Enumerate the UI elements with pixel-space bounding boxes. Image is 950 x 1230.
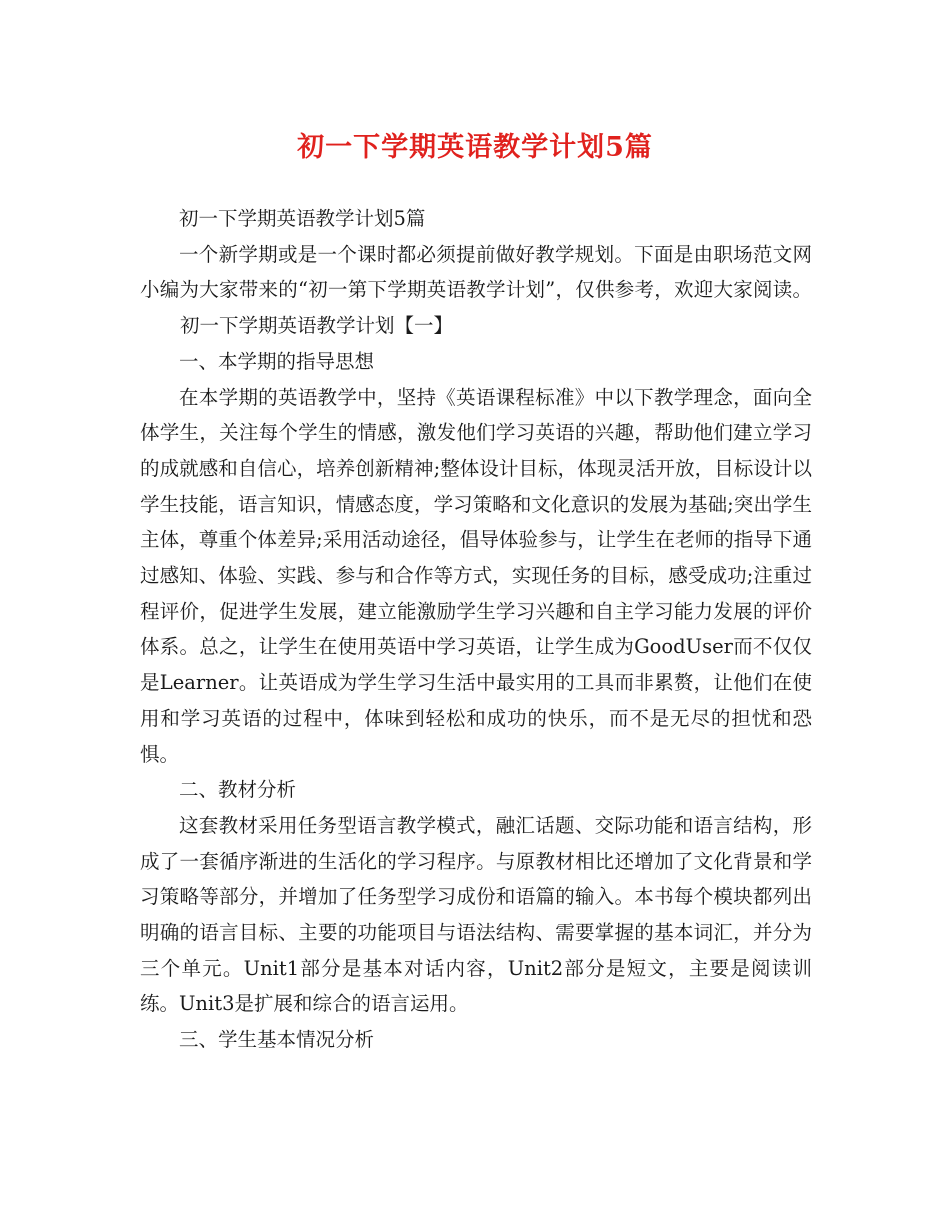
paragraph-plan-title: 初一下学期英语教学计划5篇 — [179, 207, 426, 230]
paragraph-guiding-ideology: 在本学期的英语教学中，坚持《英语课程标准》中以下教学理念，面向全体学生，关注每个学生的情感，激发他们学习英语的兴趣，帮助他们建立学习的成就感和自信心，培养创新精神;整体设计目标，体现灵活开放，目标设计以学生技能，语言知识，情感态度，学习策略和文化意识的发展为基础;突出学生主体，尊重个体差异;采用活动途径，倡导体验参与，让学生在老师的指导下通过感知、体验、实践、参与和合作等方式，实现任务的目标，感受成功;注重过程评价，促进学生发展，建立能激励学生学习兴趣和自主学习能力发展的评价体系。总之，让学生在使用英语中学习英语，让学生成为GoodUser而不仅仅是Learner。让英语成为学生学习生活中最实用的工具而非累赘，让他们在使用和学习英语的过程中，体味到轻松和成功的快乐，而不是无尽的担忧和恐惧。 — [140, 385, 812, 766]
section-heading-student-analysis: 三、学生基本情况分析 — [179, 1028, 375, 1052]
paragraph-intro — [140, 237, 812, 344]
paragraph-textbook-analysis: 这套教材采用任务型语言教学模式，融汇话题、交际功能和语言结构，形成了一套循序渐进的生活化的学习程序。与原教材相比还增加了文化背景和学习策略等部分，并增加了任务型学习成份和语篇的输入。本书每个模块都列出明确的语言目标、主要的功能项目与语法结构、需要掌握的基本词汇，并分为三个单元。Unit1部分是基本对话内容，Unit2部分是短文，主要是阅读训练。Unit3是扩展和综合的语言运用。 — [140, 813, 812, 1016]
section-heading-textbook-analysis: 二、教材分析 — [179, 778, 297, 802]
section-heading-guiding-ideology: 一、本学期的指导思想 — [179, 349, 375, 373]
document-body — [140, 201, 812, 1058]
plan-one-heading: 初一下学期英语教学计划【一】 — [180, 314, 454, 338]
intro-text: 一个新学期或是一个课时都必须提前做好教学规划。下面是由职场范文网小编为大家带来的“初一第下学期英语教学计划”，仅供参考，欢迎大家阅读。 — [140, 242, 812, 302]
document-title: 初一下学期英语教学计划5篇 — [297, 132, 653, 163]
